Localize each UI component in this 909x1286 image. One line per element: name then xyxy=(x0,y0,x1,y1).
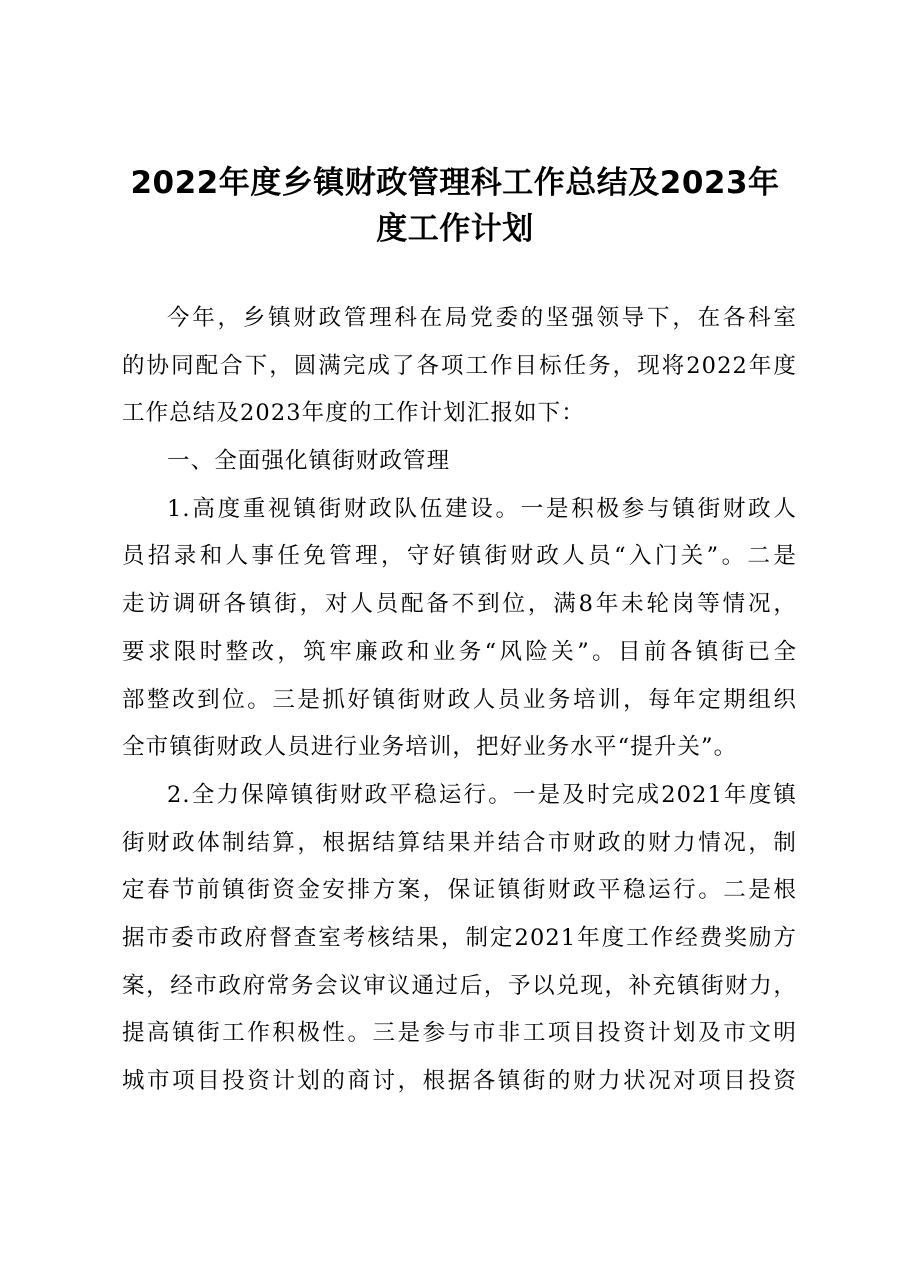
document-title xyxy=(120,160,790,252)
body-line: 据市委市政府督查室考核结果，制定2021年度工作经费奖励方 xyxy=(122,924,797,951)
body-line: 部整改到位。三是抓好镇街财政人员业务培训，每年定期组织 xyxy=(122,686,797,713)
body-line: 员招录和人事任免管理，守好镇街财政人员“入门关”。二是 xyxy=(122,543,797,570)
body-line: 工作总结及2023年度的工作计划汇报如下： xyxy=(122,400,585,427)
body-line: 走访调研各镇街，对人员配备不到位，满8年未轮岗等情况， xyxy=(122,591,797,618)
body-line: 一、全面强化镇街财政管理 xyxy=(167,448,451,475)
body-line: 1.高度重视镇街财政队伍建设。一是积极参与镇街财政人 xyxy=(167,495,797,522)
body-line: 城市项目投资计划的商讨，根据各镇街的财力状况对项目投资 xyxy=(122,1068,797,1094)
body-line: 要求限时整改，筑牢廉政和业务“风险关”。目前各镇街已全 xyxy=(122,638,797,665)
body-line: 的协同配合下，圆满完成了各项工作目标任务，现将2022年度 xyxy=(122,352,797,379)
document-body xyxy=(122,295,797,1106)
body-line: 定春节前镇街资金安排方案，保证镇街财政平稳运行。二是根 xyxy=(122,877,797,904)
body-line: 提高镇街工作积极性。三是参与市非工项目投资计划及市文明 xyxy=(122,1020,797,1047)
body-line: 2.全力保障镇街财政平稳运行。一是及时完成2021年度镇 xyxy=(167,781,797,808)
body-line: 全市镇街财政人员进行业务培训，把好业务水平“提升关”。 xyxy=(122,734,738,761)
body-line: 案，经市政府常务会议审议通过后，予以兑现，补充镇街财力， xyxy=(122,972,797,999)
body-line: 街财政体制结算，根据结算结果并结合市财政的财力情况，制 xyxy=(122,829,797,856)
title-line-1: 2022年度乡镇财政管理科工作总结及2023年 xyxy=(130,165,780,201)
body-line: 今年，乡镇财政管理科在局党委的坚强领导下，在各科室 xyxy=(167,305,797,331)
title-line-2: 度工作计划 xyxy=(376,211,534,247)
